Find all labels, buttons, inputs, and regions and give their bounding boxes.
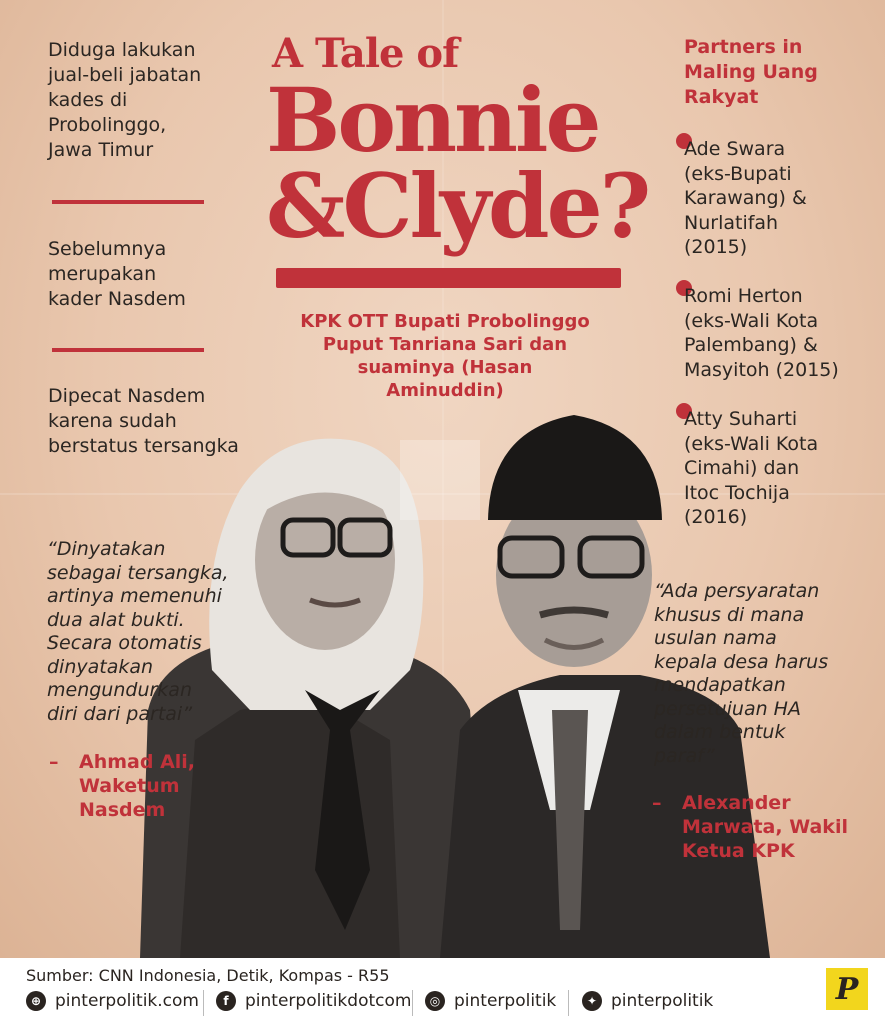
attribution-line: Waketum	[79, 775, 180, 797]
quote-line: artinya memenuhi	[47, 585, 222, 607]
partner-line: (2015)	[684, 236, 748, 258]
divider	[52, 200, 204, 204]
heading-line: Partners in	[684, 36, 803, 58]
divider	[52, 348, 204, 352]
fact-line: kader Nasdem	[48, 288, 186, 310]
partner-line: Masyitoh (2015)	[684, 358, 839, 381]
attribution-line: Nasdem	[79, 799, 166, 821]
quote-line: khusus di mana	[654, 603, 805, 626]
quote-line: paraf”	[654, 744, 715, 767]
quote-line: mendapatkan	[654, 674, 786, 696]
subtitle-line: KPK OTT Bupati Probolinggo	[300, 311, 590, 332]
fact-jual-beli	[48, 38, 263, 163]
fact-line: berstatus tersangka	[48, 435, 239, 457]
attribution-line: Ahmad Ali,	[79, 751, 196, 773]
quote-line: persetujuan HA	[654, 697, 801, 720]
attribution-dash: –	[49, 751, 59, 773]
quote-line: “Dinyatakan	[47, 538, 166, 560]
attribution-right	[652, 791, 862, 863]
subtitle	[285, 310, 605, 402]
partner-line: Karawang) &	[684, 187, 807, 209]
heading-line: Rakyat	[684, 86, 759, 108]
title-tale-of: A Tale of	[272, 30, 459, 77]
quote-line: dua alat bukti.	[47, 608, 185, 631]
partner-line: Cimahi) dan	[684, 457, 800, 479]
subtitle-line: Puput Tanriana Sari dan	[322, 334, 568, 355]
partner-line: Palembang) &	[684, 334, 818, 356]
footer	[0, 958, 885, 1024]
partner-line: Ade Swara	[684, 138, 786, 160]
social-facebook[interactable]	[216, 991, 411, 1011]
globe-icon: ⊕	[26, 991, 46, 1011]
social-label: pinterpolitikdotcom	[245, 991, 412, 1011]
separator	[412, 990, 413, 1016]
quote-line: kepala desa harus	[654, 650, 829, 673]
quote-line: dinyatakan	[47, 655, 154, 678]
partner-item	[684, 284, 879, 382]
fact-line: karena sudah	[48, 410, 177, 432]
quote-line: Secara otomatis	[47, 632, 202, 654]
partner-line: Romi Herton	[684, 285, 803, 307]
fact-kader-nasdem	[48, 237, 263, 312]
social-website[interactable]	[26, 991, 199, 1011]
fact-line: Diduga lakukan	[48, 39, 196, 61]
partner-line: Atty Suharti	[684, 408, 798, 430]
quote-left	[47, 538, 277, 726]
social-label: pinterpolitik.com	[55, 991, 199, 1011]
fact-line: Probolinggo,	[48, 114, 167, 136]
separator	[568, 990, 569, 1016]
partner-line: Itoc Tochija	[684, 481, 790, 504]
partner-line: (eks-Wali Kota	[684, 309, 819, 332]
title-underline-bar	[276, 268, 621, 288]
twitter-icon: ✦	[582, 991, 602, 1011]
social-label: pinterpolitik	[454, 991, 557, 1011]
fact-line: jual-beli jabatan	[48, 64, 202, 86]
pinterpolitik-logo: P	[826, 968, 868, 1010]
fact-line: kades di	[48, 89, 128, 111]
quote-line: mengundurkan	[47, 679, 192, 701]
attribution-line: Ketua KPK	[682, 840, 795, 862]
fact-line: Jawa Timur	[48, 139, 154, 161]
social-instagram[interactable]	[425, 991, 556, 1011]
subtitle-line: Aminuddin)	[386, 380, 504, 401]
subtitle-line: suaminya (Hasan	[357, 357, 533, 378]
partner-line: (eks-Bupati	[684, 162, 792, 185]
quote-line: “Ada persyaratan	[654, 580, 820, 602]
facebook-icon: f	[216, 991, 236, 1011]
social-twitter[interactable]	[582, 991, 713, 1011]
attribution-line: Alexander	[682, 792, 791, 814]
partners-heading	[684, 35, 874, 110]
partner-item	[684, 137, 879, 260]
separator	[203, 990, 204, 1016]
partner-line: (eks-Wali Kota	[684, 432, 819, 455]
quote-line: sebagai tersangka,	[47, 561, 229, 584]
quote-line: diri dari partai”	[47, 702, 193, 725]
source-text: Sumber: CNN Indonesia, Detik, Kompas - R55	[26, 966, 390, 985]
fact-line: Sebelumnya	[48, 238, 167, 260]
attribution-line: Marwata, Wakil	[682, 816, 848, 838]
partner-line: (2016)	[684, 506, 748, 528]
quote-line: usulan nama	[654, 627, 777, 649]
heading-line: Maling Uang	[684, 61, 818, 83]
fact-line: merupakan	[48, 263, 157, 285]
instagram-icon: ◎	[425, 991, 445, 1011]
title-bonnie: Bonnie	[266, 68, 599, 172]
social-label: pinterpolitik	[611, 991, 714, 1011]
title-clyde: &Clyde?	[266, 154, 649, 258]
fact-line: Dipecat Nasdem	[48, 385, 206, 407]
attribution-dash: –	[652, 792, 662, 814]
attribution-left	[49, 750, 229, 822]
quote-right	[654, 580, 879, 768]
quote-line: dalam bentuk	[654, 721, 786, 743]
partner-line: Nurlatifah	[684, 211, 779, 234]
watermark-logo	[400, 440, 480, 520]
